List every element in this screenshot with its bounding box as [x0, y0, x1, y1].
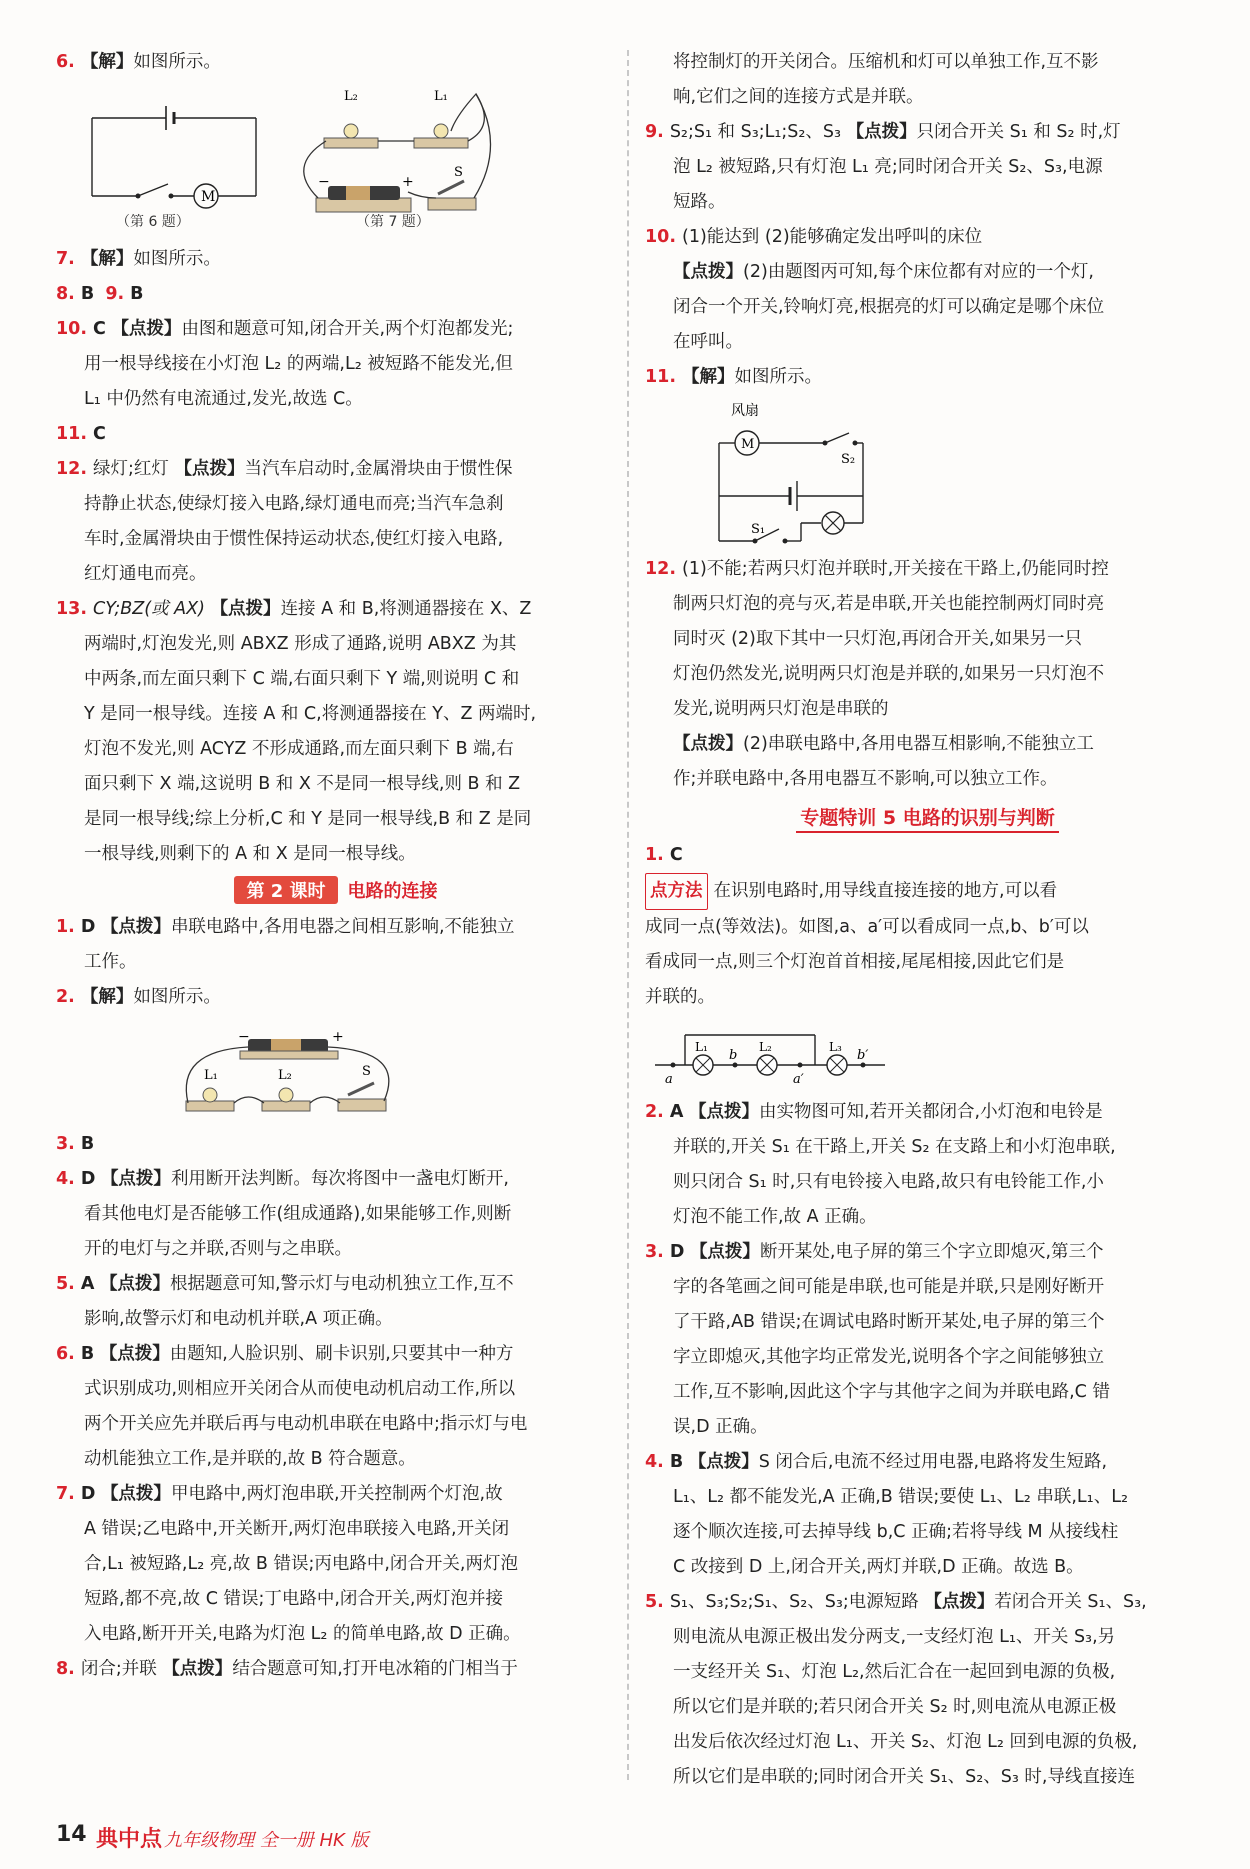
text-line: 影响,故警示灯和电动机并联,A 项正确。 — [84, 1309, 393, 1329]
question-11 — [645, 360, 1210, 395]
question-number: 5. — [645, 1592, 664, 1612]
text-line: 字的各笔画之间可能是串联,也可能是并联,只是刚好断开 — [673, 1277, 1105, 1297]
text-line: 则电流从电源正极出发分两支,一支经灯泡 L₁、开关 S₃,另 — [673, 1627, 1116, 1647]
text-line: 出发后依次经过灯泡 L₁、开关 S₂、灯泡 L₂ 回到电源的负极, — [673, 1732, 1138, 1752]
text-line: 将控制灯的开关闭合。压缩机和灯可以单独工作,互不影 — [673, 52, 1099, 72]
question-number: 6. — [56, 1344, 75, 1364]
text-line: 灯泡仍然发光,说明两只灯泡是并联的,如果另一只灯泡不 — [673, 664, 1105, 684]
text-line: (2)由题图丙可知,每个床位都有对应的一个灯, — [743, 262, 1094, 282]
text-line: 一支经开关 S₁、灯泡 L₂,然后汇合在一起回到电源的负极, — [673, 1662, 1116, 1682]
text-line: 若闭合开关 S₁、S₃, — [994, 1592, 1147, 1612]
text-line: Y 是同一根导线。连接 A 和 C,将测通器接在 Y、Z 两端时, — [84, 704, 537, 724]
text-line: 断开某处,电子屏的第三个字立即熄灭,第三个 — [759, 1242, 1104, 1262]
text-line: 根据题意可知,警示灯与电动机独立工作,互不 — [169, 1274, 514, 1294]
lesson-title: 电路的连接 — [347, 881, 438, 902]
label-s1: S₁ — [751, 522, 766, 537]
book-title: 九年级物理 全一册 HK 版 — [164, 1830, 369, 1851]
label-a: a — [665, 1072, 673, 1087]
text-line: A 错误;乙电路中,开关断开,两灯泡串联接入电路,开关闭 — [84, 1519, 510, 1539]
figures-6-7 — [56, 86, 616, 236]
text-line: 响,它们之间的连接方式是并联。 — [673, 87, 924, 107]
text-line: 并联的,开关 S₁ 在干路上,开关 S₂ 在支路上和小灯泡串联, — [673, 1137, 1116, 1157]
answer: C — [93, 424, 106, 444]
answer: B — [669, 1452, 684, 1472]
question-number: 2. — [56, 987, 75, 1007]
lesson2-question-8 — [56, 1652, 616, 1687]
hint-tag: 【点拨】 — [846, 122, 917, 142]
text-line: 由图和题意可知,闭合开关,两个灯泡都发光; — [181, 319, 514, 339]
text-line: 看成同一点,则三个灯泡首首相接,尾尾相接,因此它们是 — [645, 952, 1065, 972]
text-line: 一根导线,则剩下的 A 和 X 是同一根导线。 — [84, 844, 416, 864]
text-line: 两个开关应先并联后再与电动机串联在电路中;指示灯与电 — [84, 1414, 528, 1434]
circuit-diagram-parallel-lamps — [645, 1021, 1205, 1089]
column-divider — [627, 50, 629, 1780]
question-10 — [645, 220, 1210, 360]
lesson2-question-1 — [56, 910, 616, 980]
lesson-header — [56, 876, 616, 904]
label-a-prime: a′ — [793, 1072, 804, 1087]
lesson2-question-6 — [56, 1337, 616, 1477]
text-line: 所以它们是串联的;同时闭合开关 S₁、S₂、S₃ 时,导线直接连 — [673, 1767, 1135, 1787]
label-l1: L₁ — [695, 1040, 708, 1054]
text-line: 逐个顺次连接,可去掉导线 b,C 正确;若将导线 M 从接线柱 — [673, 1522, 1119, 1542]
circuit-diagram-q7 — [304, 89, 491, 212]
text-line: (1)不能;若两只灯泡并联时,开关接在干路上,仍能同时控 — [682, 559, 1109, 579]
circuit-diagram-q11 — [645, 401, 1205, 546]
svg-text:M: M — [201, 189, 216, 205]
method-tip — [645, 873, 1210, 1015]
text-line: S 闭合后,电流不经过用电器,电路将发生短路, — [758, 1452, 1108, 1472]
hint-tag: 【点拨】 — [210, 599, 281, 619]
question-11 — [56, 417, 616, 452]
label-fan: 风扇 — [731, 403, 759, 419]
text-line: 成同一点(等效法)。如图,a、a′可以看成同一点,b、b′可以 — [645, 917, 1089, 937]
circuit-diagram-lesson2-q2 — [56, 1021, 616, 1121]
text-line: 车时,金属滑块由于惯性保持运动状态,使红灯接入电路, — [84, 529, 504, 549]
answer-text: 如图所示。 — [734, 367, 823, 387]
text-line: 并联的。 — [645, 987, 715, 1007]
text-line: 用一根导线接在小灯泡 L₂ 的两端,L₂ 被短路不能发光,但 — [84, 354, 513, 374]
text-line: 式识别成功,则相应开关闭合从而使电动机启动工作,所以 — [84, 1379, 516, 1399]
question-number: 10. — [645, 227, 677, 247]
hint-tag: 【点拨】 — [111, 319, 182, 339]
question-number: 9. — [645, 122, 664, 142]
circuit-diagram-q6 — [92, 106, 256, 208]
lesson2-question-4 — [56, 1162, 616, 1267]
hint-tag: 【点拨】 — [100, 917, 171, 937]
question-number: 4. — [645, 1452, 664, 1472]
question-number: 1. — [56, 917, 75, 937]
page-footer — [56, 1822, 1206, 1852]
text-line: (2)串联电路中,各用电器互相影响,不能独立工 — [743, 734, 1094, 754]
hint-tag: 【点拨】 — [924, 1592, 995, 1612]
question-number: 1. — [645, 845, 664, 865]
text-line: 制两只灯泡的亮与灭,若是串联,开关也能控制两灯同时亮 — [673, 594, 1105, 614]
answer: (1)能达到 (2)能够确定发出呼叫的床位 — [682, 227, 983, 247]
label-b-prime: b′ — [857, 1048, 869, 1063]
hint-tag: 【点拨】 — [162, 1659, 233, 1679]
answer-tag: 【解】 — [682, 367, 735, 387]
text-line: 结合题意可知,打开电冰箱的门相当于 — [232, 1659, 518, 1679]
text-line: 由实物图可知,若开关都闭合,小灯泡和电铃是 — [758, 1102, 1103, 1122]
section-question-3 — [645, 1235, 1210, 1445]
answer: B — [80, 284, 95, 304]
hint-tag: 【点拨】 — [673, 262, 743, 282]
text-line: L₁ 中仍然有电流通过,发光,故选 C。 — [84, 389, 363, 409]
page-number: 14 — [56, 1822, 87, 1847]
text-line: 在呼叫。 — [673, 332, 743, 352]
question-number: 6. — [56, 52, 75, 72]
answer-tag: 【解】 — [80, 987, 134, 1007]
right-column — [645, 45, 1210, 1795]
answer: B — [130, 284, 144, 304]
text-line: 看其他电灯是否能够工作(组成通路),如果能够工作,则断 — [84, 1204, 512, 1224]
text-line: 连接 A 和 B,将测通器接在 X、Z — [280, 599, 532, 619]
brand-logo: 典中点 — [96, 1827, 163, 1852]
text-line: 串联电路中,各用电器之间相互影响,不能独立 — [170, 917, 515, 937]
section-question-4 — [645, 1445, 1210, 1585]
label-l1: L₁ — [204, 1068, 218, 1083]
figure-caption-7: （第 7 题） — [356, 214, 430, 230]
question-number: 3. — [645, 1242, 664, 1262]
left-column — [56, 45, 616, 1687]
label-l3: L₃ — [829, 1040, 842, 1054]
text-line: 误,D 正确。 — [673, 1417, 768, 1437]
answer: D — [669, 1242, 685, 1262]
question-number: 2. — [645, 1102, 664, 1122]
text-line: 所以它们是并联的;若只闭合开关 S₂ 时,则电流从电源正极 — [673, 1697, 1117, 1717]
answer: 闭合;并联 — [80, 1659, 157, 1679]
label-s2: S₂ — [841, 452, 856, 467]
text-line: 同时灭 (2)取下其中一只灯泡,再闭合开关,如果另一只 — [673, 629, 1082, 649]
lesson2-question-3 — [56, 1127, 616, 1162]
text-line: 在识别电路时,用导线直接连接的地方,可以看 — [713, 881, 1058, 901]
question-9 — [645, 115, 1210, 220]
hint-tag: 【点拨】 — [689, 1242, 760, 1262]
text-line: 合,L₁ 被短路,L₂ 亮,故 B 错误;丙电路中,闭合开关,两灯泡 — [84, 1554, 518, 1574]
text-line: 持静止状态,使绿灯接入电路,绿灯通电而亮;当汽车急刹 — [84, 494, 504, 514]
hint-tag: 【点拨】 — [99, 1344, 170, 1364]
text-line: 两端时,灯泡发光,则 ABXZ 形成了通路,说明 ABXZ 为其 — [84, 634, 517, 654]
hint-tag: 【点拨】 — [100, 1169, 171, 1189]
answer: S₂;S₁ 和 S₃;L₁;S₂、S₃ — [669, 122, 842, 142]
question-number: 12. — [645, 559, 677, 579]
text-line: 面只剩下 X 端,这说明 B 和 X 不是同一根导线,则 B 和 Z — [84, 774, 521, 794]
answer: S₁、S₃;S₂;S₁、S₂、S₃;电源短路 — [669, 1592, 919, 1612]
answer: 绿灯;红灯 — [93, 459, 169, 479]
label-b: b — [729, 1048, 738, 1063]
label-m: M — [741, 437, 755, 452]
question-number: 9. — [105, 284, 125, 304]
answer-tag: 【解】 — [80, 249, 134, 269]
label-s: S — [454, 165, 463, 180]
answer-text: 如图所示。 — [133, 52, 221, 72]
question-number: 10. — [56, 319, 88, 339]
section-question-5 — [645, 1585, 1210, 1795]
text-line: 利用断开法判断。每次将图中一盏电灯断开, — [170, 1169, 509, 1189]
answer-tag: 【解】 — [80, 52, 134, 72]
answer: CY;BZ(或 AX) — [93, 599, 205, 619]
text-line: C 改接到 D 上,闭合开关,两灯并联,D 正确。故选 B。 — [673, 1557, 1084, 1577]
answer: C — [93, 319, 106, 339]
text-line: 由题知,人脸识别、刷卡识别,只要其中一种方 — [169, 1344, 514, 1364]
question-number: 12. — [56, 459, 88, 479]
answer: D — [80, 1484, 96, 1504]
label-minus: − — [238, 1029, 250, 1045]
text-line: 是同一根导线;综上分析,C 和 Y 是同一根导线,B 和 Z 是同 — [84, 809, 532, 829]
text-line: 只闭合开关 S₁ 和 S₂ 时,灯 — [916, 122, 1121, 142]
figure-q11 — [645, 401, 1210, 546]
question-number: 4. — [56, 1169, 75, 1189]
label-plus: + — [402, 174, 414, 190]
text-line: 动机能独立工作,是并联的,故 B 符合题意。 — [84, 1449, 416, 1469]
hint-tag: 【点拨】 — [99, 1274, 170, 1294]
figure-caption-6: （第 6 题） — [116, 214, 190, 230]
label-plus: + — [332, 1029, 344, 1045]
label-l2: L₂ — [344, 89, 358, 104]
text-line: 工作,互不影响,因此这个字与其他字之间为并联电路,C 错 — [673, 1382, 1110, 1402]
text-line: 字立即熄灭,其他字均正常发光,说明各个字之间能够独立 — [673, 1347, 1105, 1367]
question-12 — [645, 552, 1210, 797]
question-number: 11. — [645, 367, 677, 387]
question-number: 7. — [56, 249, 75, 269]
answer-text: 如图所示。 — [133, 987, 221, 1007]
question-number: 7. — [56, 1484, 75, 1504]
hint-tag: 【点拨】 — [100, 1484, 171, 1504]
text-line: 了干路,AB 错误;在调试电路时断开某处,电子屏的第三个 — [673, 1312, 1105, 1332]
hint-tag: 【点拨】 — [174, 459, 245, 479]
text-line: L₁、L₂ 都不能发光,A 正确,B 错误;要使 L₁、L₂ 串联,L₁、L₂ — [673, 1487, 1128, 1507]
question-7 — [56, 242, 616, 277]
answer: C — [669, 845, 683, 865]
answer-text: 如图所示。 — [133, 249, 221, 269]
question-10 — [56, 312, 616, 417]
text-line: 发光,说明两只灯泡是串联的 — [673, 699, 889, 719]
label-l2: L₂ — [278, 1068, 292, 1083]
figure-lesson2-q2 — [56, 1021, 616, 1121]
text-line: 短路,都不亮,故 C 错误;丁电路中,闭合开关,两灯泡并接 — [84, 1589, 503, 1609]
question-12 — [56, 452, 616, 592]
answer: B — [80, 1134, 95, 1154]
question-number: 3. — [56, 1134, 75, 1154]
lesson-number: 第 2 课时 — [234, 876, 337, 904]
text-line: 泡 L₂ 被短路,只有灯泡 L₁ 亮;同时闭合开关 S₂、S₃,电源 — [673, 157, 1103, 177]
answer: B — [80, 1344, 95, 1364]
answer: A — [669, 1102, 684, 1122]
section-header — [645, 803, 1210, 830]
question-6 — [56, 45, 616, 80]
text-line: 短路。 — [673, 192, 726, 212]
text-line: 开的电灯与之并联,否则与之串联。 — [84, 1239, 353, 1259]
text-line: 入电路,断开开关,电路为灯泡 L₂ 的简单电路,故 D 正确。 — [84, 1624, 521, 1644]
figure-method-tip — [645, 1021, 1210, 1089]
lesson2-question-5 — [56, 1267, 616, 1337]
label-l2: L₂ — [759, 1040, 772, 1054]
section-title: 专题特训 5 电路的识别与判断 — [796, 807, 1058, 833]
answer: A — [80, 1274, 95, 1294]
hint-tag: 【点拨】 — [673, 734, 743, 754]
text-line: 甲电路中,两灯泡串联,开关控制两个灯泡,故 — [170, 1484, 503, 1504]
text-line: 中两条,而左面只剩下 C 端,右面只剩下 Y 端,则说明 C 和 — [84, 669, 520, 689]
text-line: 作;并联电路中,各用电器互不影响,可以独立工作。 — [673, 769, 1058, 789]
text-line: 灯泡不能工作,故 A 正确。 — [673, 1207, 877, 1227]
label-s: S — [362, 1064, 371, 1079]
question-8-9 — [56, 277, 616, 312]
question-number: 8. — [56, 284, 75, 304]
question-number: 5. — [56, 1274, 75, 1294]
question-number: 11. — [56, 424, 88, 444]
method-badge: 点方法 — [645, 873, 708, 910]
section-question-2 — [645, 1095, 1210, 1235]
question-number: 8. — [56, 1659, 75, 1679]
hint-tag: 【点拨】 — [688, 1102, 759, 1122]
text-line: 则只闭合 S₁ 时,只有电铃接入电路,故只有电铃能工作,小 — [673, 1172, 1104, 1192]
lesson2-question-7 — [56, 1477, 616, 1652]
question-8-continued — [645, 45, 1210, 115]
question-number: 13. — [56, 599, 88, 619]
text-line: 闭合一个开关,铃响灯亮,根据亮的灯可以确定是哪个床位 — [673, 297, 1105, 317]
hint-tag: 【点拨】 — [688, 1452, 759, 1472]
text-line: 灯泡不发光,则 ACYZ 不形成通路,而左面只剩下 B 端,右 — [84, 739, 514, 759]
section-question-1 — [645, 838, 1210, 873]
lesson2-question-2 — [56, 980, 616, 1015]
text-line: 工作。 — [84, 952, 137, 972]
label-l1: L₁ — [434, 89, 448, 104]
question-13 — [56, 592, 616, 872]
answer: D — [80, 917, 96, 937]
label-minus: − — [318, 174, 330, 190]
text-line: 红灯通电而亮。 — [84, 564, 207, 584]
text-line: 当汽车启动时,金属滑块由于惯性保 — [244, 459, 513, 479]
answer: D — [80, 1169, 96, 1189]
